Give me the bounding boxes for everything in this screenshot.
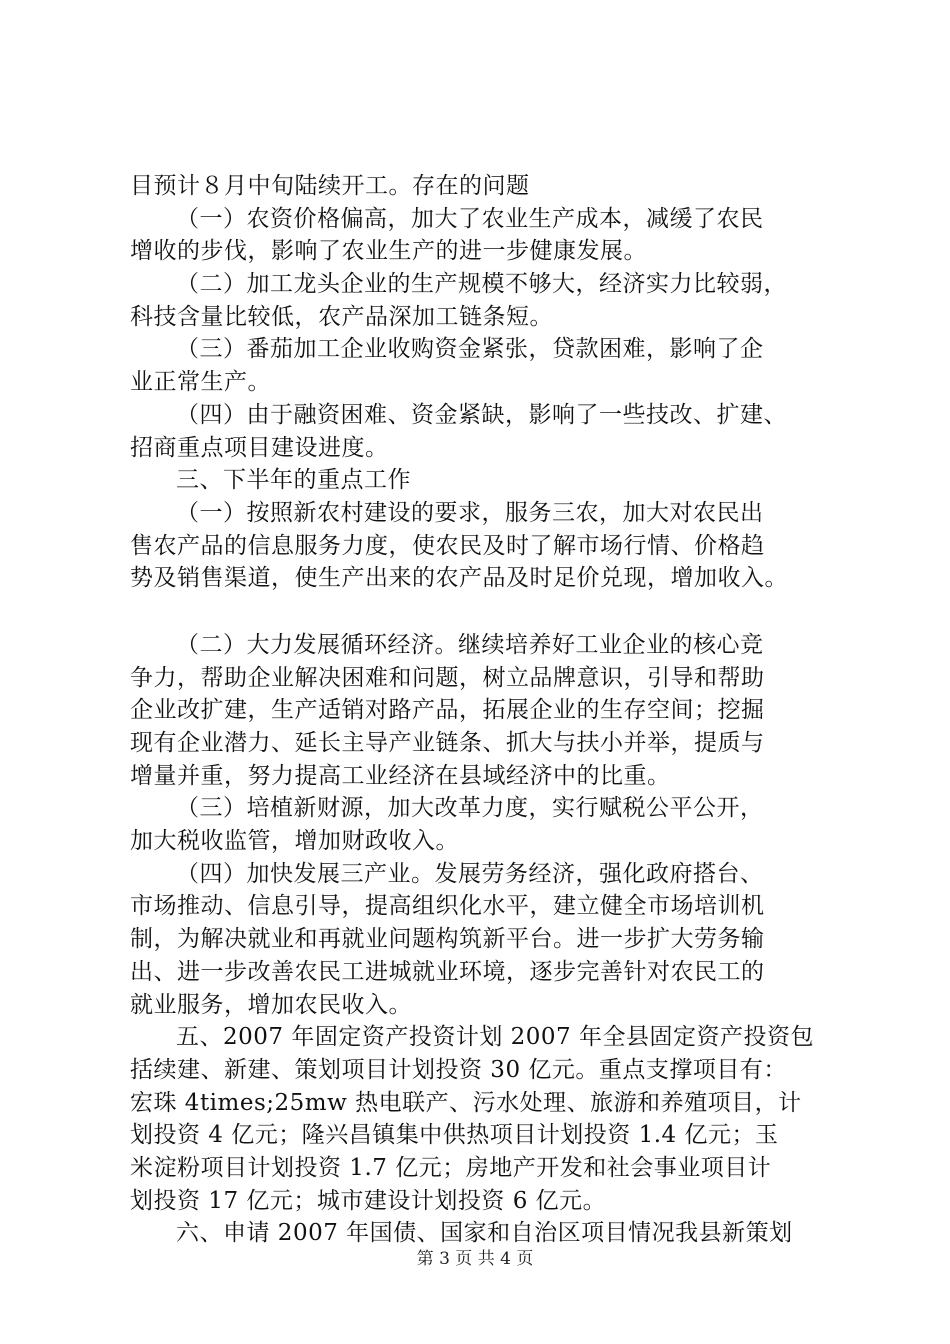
text-line: 市场推动、信息引导，提高组织化水平，建立健全市场培训机 bbox=[130, 893, 765, 920]
text-line: 增量并重，努力提高工业经济在县域经济中的比重。 bbox=[130, 762, 671, 789]
text-line: 加大税收监管，增加财政收入。 bbox=[130, 828, 459, 855]
text-line: 就业服务，增加农民收入。 bbox=[130, 991, 412, 1018]
text-line: 括续建、新建、策划项目计划投资 30 亿元。重点支撑项目有： bbox=[130, 1056, 787, 1083]
text-line: （二）大力发展循环经济。继续培养好工业企业的核心竞 bbox=[176, 631, 764, 658]
text-line: 五、2007 年固定资产投资计划 2007 年全县固定资产投资包 bbox=[176, 1024, 814, 1051]
page-footer: 第 3 页 共 4 页 bbox=[416, 1249, 534, 1269]
text-line: （二）加工龙头企业的生产规模不够大，经济实力比较弱， bbox=[176, 271, 787, 298]
text-line: （四）加快发展三产业。发展劳务经济，强化政府搭台、 bbox=[176, 860, 764, 887]
text-line: 出、进一步改善农民工进城就业环境，逐步完善针对农民工的 bbox=[130, 958, 765, 985]
text-line: （三）番茄加工企业收购资金紧张，贷款困难，影响了企 bbox=[176, 336, 764, 363]
text-line: 势及销售渠道，使生产出来的农产品及时足价兑现，增加收入。 bbox=[130, 565, 788, 592]
text-line: 增收的步伐，影响了农业生产的进一步健康发展。 bbox=[130, 238, 647, 265]
text-line: （一）农资价格偏高，加大了农业生产成本，减缓了农民 bbox=[176, 205, 764, 232]
text-line: 米淀粉项目计划投资 1.7 亿元；房地产开发和社会事业项目计 bbox=[130, 1154, 772, 1181]
document-body bbox=[130, 170, 830, 1250]
text-line: 科技含量比较低，农产品深加工链条短。 bbox=[130, 303, 553, 330]
text-line: 六、申请 2007 年国债、国家和自治区项目情况我县新策划 bbox=[176, 1220, 793, 1247]
text-line: （四）由于融资困难、资金紧缺，影响了一些技改、扩建、 bbox=[176, 401, 787, 428]
text-line: 制，为解决就业和再就业问题构筑新平台。进一步扩大劳务输 bbox=[130, 926, 765, 953]
text-line: 业正常生产。 bbox=[130, 369, 271, 396]
text-line: 企业改扩建，生产适销对路产品，拓展企业的生存空间；挖掘 bbox=[130, 697, 765, 724]
text-line: 宏珠 4times;25mw 热电联产、污水处理、旅游和养殖项目，计 bbox=[130, 1089, 802, 1116]
text-line: 划投资 17 亿元；城市建设计划投资 6 亿元。 bbox=[130, 1187, 607, 1214]
text-line: 三、下半年的重点工作 bbox=[176, 467, 411, 494]
text-line: 争力，帮助企业解决困难和问题，树立品牌意识，引导和帮助 bbox=[130, 664, 765, 691]
text-line: （三）培植新财源，加大改革力度，实行赋税公平公开， bbox=[176, 795, 764, 822]
text-line: 售农产品的信息服务力度，使农民及时了解市场行情、价格趋 bbox=[130, 532, 765, 559]
text-line: （一）按照新农村建设的要求，服务三农，加大对农民出 bbox=[176, 499, 764, 526]
text-line: 目预计８月中旬陆续开工。存在的问题 bbox=[130, 173, 530, 199]
text-line: 划投资 4 亿元；隆兴昌镇集中供热项目计划投资 1.4 亿元；玉 bbox=[130, 1122, 779, 1149]
text-line: 现有企业潜力、延长主导产业链条、抓大与扶小并举，提质与 bbox=[130, 730, 765, 756]
text-line: 招商重点项目建设进度。 bbox=[130, 434, 389, 461]
paragraph-gap bbox=[130, 595, 830, 629]
